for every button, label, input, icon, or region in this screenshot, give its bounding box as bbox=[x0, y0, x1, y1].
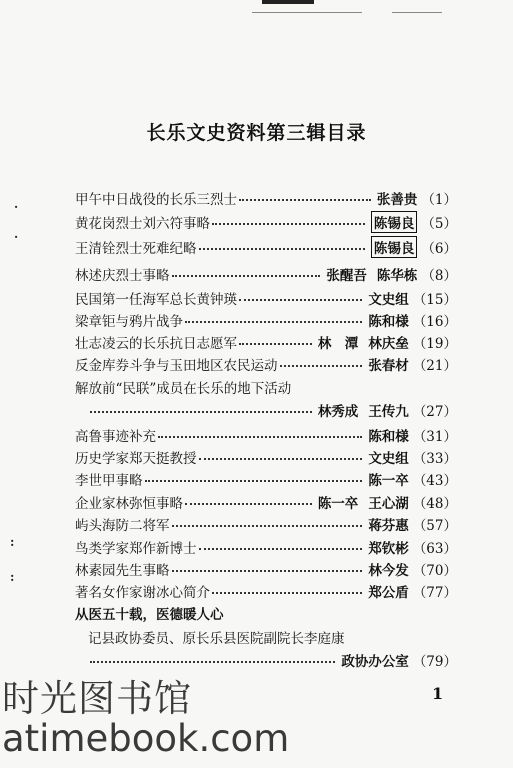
leader-dots bbox=[185, 503, 312, 505]
toc-entry bbox=[75, 353, 457, 375]
entry-page: （19） bbox=[412, 336, 457, 352]
toc-entry bbox=[75, 236, 457, 258]
toc-entry bbox=[75, 491, 457, 513]
entry-title: 梁章钜与鸦片战争 bbox=[75, 314, 183, 330]
entry-page: （6） bbox=[421, 241, 457, 257]
top-rule-left bbox=[252, 12, 362, 13]
entry-title: 屿头海防二将军 bbox=[75, 518, 170, 534]
margin-mark: : bbox=[10, 570, 15, 584]
toc-entry bbox=[75, 424, 457, 446]
entry-page: （16） bbox=[412, 314, 457, 330]
toc-entry bbox=[75, 580, 457, 602]
entry-title: 鸟类学家郑作新博士 bbox=[75, 541, 197, 557]
toc-entry bbox=[75, 558, 457, 580]
leader-dots bbox=[158, 436, 362, 438]
entry-title: 壮志凌云的长乐抗日志愿军 bbox=[75, 336, 237, 352]
toc-entry bbox=[75, 187, 457, 209]
entry-title: 企业家林弥恒事略 bbox=[75, 496, 183, 512]
leader-dots bbox=[185, 321, 362, 323]
entry-title: 王清铨烈士死难纪略 bbox=[75, 241, 197, 257]
leader-dots bbox=[239, 343, 312, 345]
toc-entry bbox=[75, 211, 457, 233]
entry-author: 陈和様 bbox=[368, 429, 409, 445]
toc-entry bbox=[75, 263, 457, 285]
entry-page: （48） bbox=[412, 496, 457, 512]
entry-page: （31） bbox=[412, 429, 457, 445]
entry-author: 陈锡良 bbox=[371, 211, 418, 233]
entry-subtitle: 记县政协委员、原长乐县医院副院长李庭康 bbox=[88, 631, 345, 647]
entry-title: 民国第一任海军总长黄钟瑛 bbox=[75, 292, 237, 308]
entry-page: （1） bbox=[421, 192, 457, 208]
entry-title: 黄花岗烈士刘六符事略 bbox=[75, 216, 210, 232]
toc-entry bbox=[75, 309, 457, 331]
entry-title: 李世甲事略 bbox=[75, 473, 143, 489]
entry-title: 林述庆烈士事略 bbox=[75, 268, 170, 284]
entry-title: 著名女作家谢冰心简介 bbox=[75, 585, 210, 601]
top-rule-right bbox=[392, 12, 442, 13]
entry-author: 林今发 bbox=[368, 563, 409, 579]
toc-entry bbox=[75, 446, 457, 468]
leader-dots bbox=[172, 570, 363, 572]
entry-page: （15） bbox=[412, 292, 457, 308]
entry-author-2: 王心湖 bbox=[368, 496, 409, 512]
leader-dots bbox=[212, 223, 365, 225]
entry-page: （79） bbox=[412, 654, 457, 670]
entry-author: 林秀成 bbox=[317, 404, 359, 420]
watermark-text: 时光图书馆 bbox=[2, 677, 192, 720]
entry-author: 张善贵 bbox=[376, 192, 418, 208]
leader-dots bbox=[199, 548, 363, 550]
entry-author: 文史组 bbox=[368, 292, 409, 308]
entry-page: （70） bbox=[412, 563, 457, 579]
entry-author-2: 陈华栋 bbox=[376, 268, 418, 284]
entry-author: 张春材 bbox=[368, 358, 409, 374]
toc-entry bbox=[75, 536, 457, 558]
leader-dots bbox=[239, 199, 371, 201]
entry-author: 蒋芬惠 bbox=[368, 518, 409, 534]
leader-dots bbox=[172, 525, 363, 527]
entry-page: （43） bbox=[412, 473, 457, 489]
leader-dots bbox=[172, 275, 321, 277]
entry-author: 陈和様 bbox=[368, 314, 409, 330]
leader-dots bbox=[145, 480, 363, 482]
entry-page: （5） bbox=[421, 216, 457, 232]
leader-dots bbox=[239, 299, 362, 301]
entry-author-2: 林庆垒 bbox=[368, 336, 409, 352]
entry-title: 高鲁事迹补充 bbox=[75, 429, 156, 445]
leader-dots bbox=[199, 458, 363, 460]
entry-author: 陈一卒 bbox=[317, 496, 359, 512]
leader-dots bbox=[212, 592, 362, 594]
entry-author: 陈锡良 bbox=[371, 236, 418, 258]
entry-page: （77） bbox=[412, 585, 457, 601]
entry-page: （57） bbox=[412, 518, 457, 534]
toc-entry bbox=[75, 331, 457, 353]
entry-author-2: 王传九 bbox=[368, 404, 409, 420]
toc-entry bbox=[75, 287, 457, 309]
leader-dots bbox=[90, 411, 312, 413]
watermark-url: atimebook.com bbox=[2, 717, 290, 760]
top-edge-mark bbox=[262, 0, 314, 4]
leader-dots bbox=[199, 248, 365, 250]
entry-title: 反金库券斗争与玉田地区农民运动 bbox=[75, 358, 278, 374]
entry-page: （33） bbox=[412, 451, 457, 467]
entry-title: 林素园先生事略 bbox=[75, 563, 170, 579]
entry-title: 从医五十载，医德暖人心 bbox=[75, 607, 224, 623]
entry-author: 政协办公室 bbox=[341, 654, 409, 670]
entry-title: 历史学家郑天挺教授 bbox=[75, 451, 197, 467]
toc-entry bbox=[75, 468, 457, 490]
margin-mark: · bbox=[14, 230, 19, 244]
entry-title: 甲午中日战役的长乐三烈士 bbox=[75, 192, 237, 208]
entry-author: 文史组 bbox=[368, 451, 409, 467]
toc-entry bbox=[75, 513, 457, 535]
page-number: 1 bbox=[432, 684, 444, 703]
leader-dots bbox=[90, 661, 335, 663]
entry-page: （8） bbox=[421, 268, 457, 284]
entry-author: 郑钦彬 bbox=[368, 541, 409, 557]
margin-mark: · bbox=[14, 200, 19, 214]
entry-author: 林 潭 bbox=[317, 336, 359, 352]
entry-page: （21） bbox=[412, 358, 457, 374]
page-title: 长乐文史资料第三辑目录 bbox=[146, 122, 367, 144]
entry-author: 陈一卒 bbox=[368, 473, 409, 489]
entry-page: （27） bbox=[412, 404, 457, 420]
entry-author: 张醒吾 bbox=[326, 268, 367, 284]
entry-author: 郑公盾 bbox=[368, 585, 409, 601]
toc-entry bbox=[88, 399, 457, 421]
entry-title: 解放前“民联”成员在长乐的地下活动 bbox=[75, 381, 292, 397]
leader-dots bbox=[280, 365, 363, 367]
margin-mark: : bbox=[10, 535, 15, 549]
entry-page: （63） bbox=[412, 541, 457, 557]
